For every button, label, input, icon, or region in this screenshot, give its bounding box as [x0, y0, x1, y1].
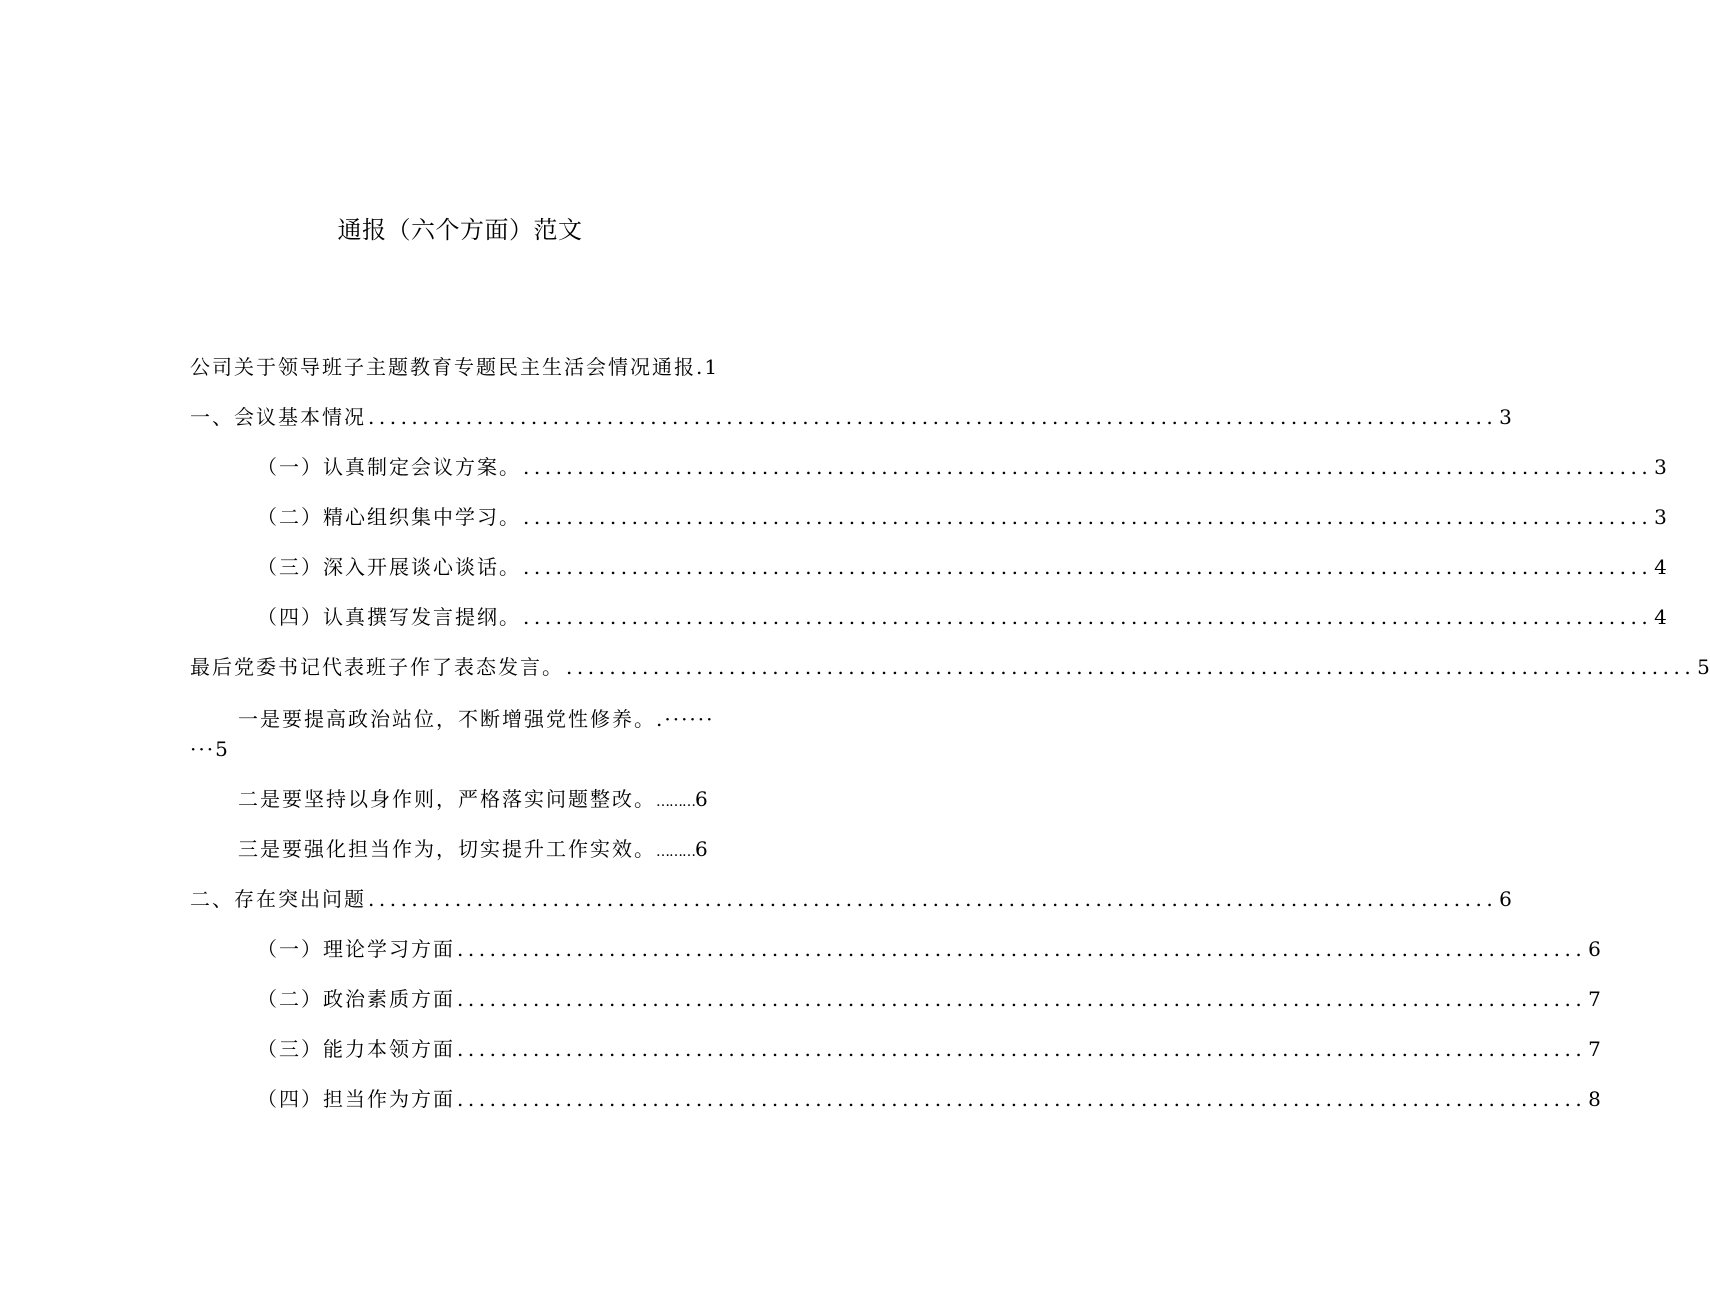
toc-entry-text: 最后党委书记代表班子作了表态发言。	[190, 655, 564, 679]
toc-entry[interactable]	[257, 452, 1667, 482]
toc-leader-dots: ........................................................................................................	[368, 887, 1498, 911]
toc-entry-page: 4	[1654, 555, 1667, 579]
toc-entry-text: （三）深入开展谈心谈话。	[257, 555, 521, 579]
toc-entry-page: 7	[1588, 1037, 1601, 1061]
toc-entry-page: 7	[1588, 987, 1601, 1011]
toc-entry-page: 3	[1499, 405, 1512, 429]
toc-entry[interactable]	[257, 602, 1667, 632]
toc-leader-dots: ........................................................................................................	[457, 1087, 1587, 1111]
toc-entry-text: （三）能力本领方面	[257, 1037, 455, 1061]
toc-leader-ellipsis: ………	[656, 844, 695, 860]
toc-entry-page: 6	[1499, 887, 1512, 911]
toc-entry-text: 一是要提高政治站位，不断增强党性修养。.······	[238, 707, 715, 731]
toc-entry[interactable]	[257, 984, 1601, 1014]
toc-entry-continuation-text: ···5	[190, 737, 230, 761]
toc-entry[interactable]	[257, 1084, 1601, 1114]
toc-entry[interactable]	[238, 834, 708, 867]
toc-entry[interactable]	[190, 884, 1512, 914]
toc-entry-text: （一）认真制定会议方案。	[257, 455, 521, 479]
toc-entry[interactable]	[238, 784, 708, 817]
toc-entry-text: （四）认真撰写发言提纲。	[257, 605, 521, 629]
toc-entry-text: 二、存在突出问题	[190, 887, 366, 911]
toc-leader-dots: ........................................................................................................	[368, 405, 1498, 429]
toc-entry-text: 一、会议基本情况	[190, 405, 366, 429]
toc-entry-page: 6	[695, 837, 708, 861]
toc-entry[interactable]	[238, 704, 715, 734]
toc-entry-page: 3	[1654, 505, 1667, 529]
toc-entry-page: 4	[1654, 605, 1667, 629]
toc-entry-text: 公司关于领导班子主题教育专题民主生活会情况通报.	[190, 355, 705, 379]
toc-leader-dots: ........................................................................................................	[457, 1037, 1587, 1061]
toc-entry[interactable]	[190, 402, 1512, 432]
toc-entry[interactable]	[257, 552, 1667, 582]
toc-leader-dots: ........................................................................................................	[523, 605, 1653, 629]
toc-entry-text: 三是要强化担当作为，切实提升工作实效。	[238, 837, 656, 861]
toc-leader-dots: ........................................................................................................	[566, 655, 1696, 679]
toc-entry-text: （四）担当作为方面	[257, 1087, 455, 1111]
toc-leader-ellipsis: ………	[656, 794, 695, 810]
toc-entry-text: （一）理论学习方面	[257, 937, 455, 961]
toc-entry-text: 二是要坚持以身作则，严格落实问题整改。	[238, 787, 656, 811]
toc-entry-text: （二）精心组织集中学习。	[257, 505, 521, 529]
toc-entry[interactable]	[257, 502, 1667, 532]
toc-leader-dots: ........................................................................................................	[523, 555, 1653, 579]
toc-entry-continuation[interactable]	[190, 734, 230, 764]
toc-entry-page: 3	[1654, 455, 1667, 479]
toc-entry[interactable]	[190, 652, 1710, 682]
toc-leader-dots: ........................................................................................................	[523, 455, 1653, 479]
toc-entry-page: 6	[695, 787, 708, 811]
toc-leader-dots: ........................................................................................................	[523, 505, 1653, 529]
toc-entry-page: 1	[704, 355, 718, 379]
toc-leader-dots: ........................................................................................................	[457, 937, 1587, 961]
document-title: 通报（六个方面）范文	[337, 216, 583, 244]
toc-entry[interactable]	[257, 1034, 1601, 1064]
toc-entry-page: 8	[1588, 1087, 1601, 1111]
toc-entry-text: （二）政治素质方面	[257, 987, 455, 1011]
toc-entry[interactable]	[257, 934, 1601, 964]
toc-leader-dots: ........................................................................................................	[457, 987, 1587, 1011]
toc-entry-page: 5	[1697, 655, 1710, 679]
toc-entry-page: 6	[1588, 937, 1601, 961]
toc-entry[interactable]	[190, 352, 717, 382]
